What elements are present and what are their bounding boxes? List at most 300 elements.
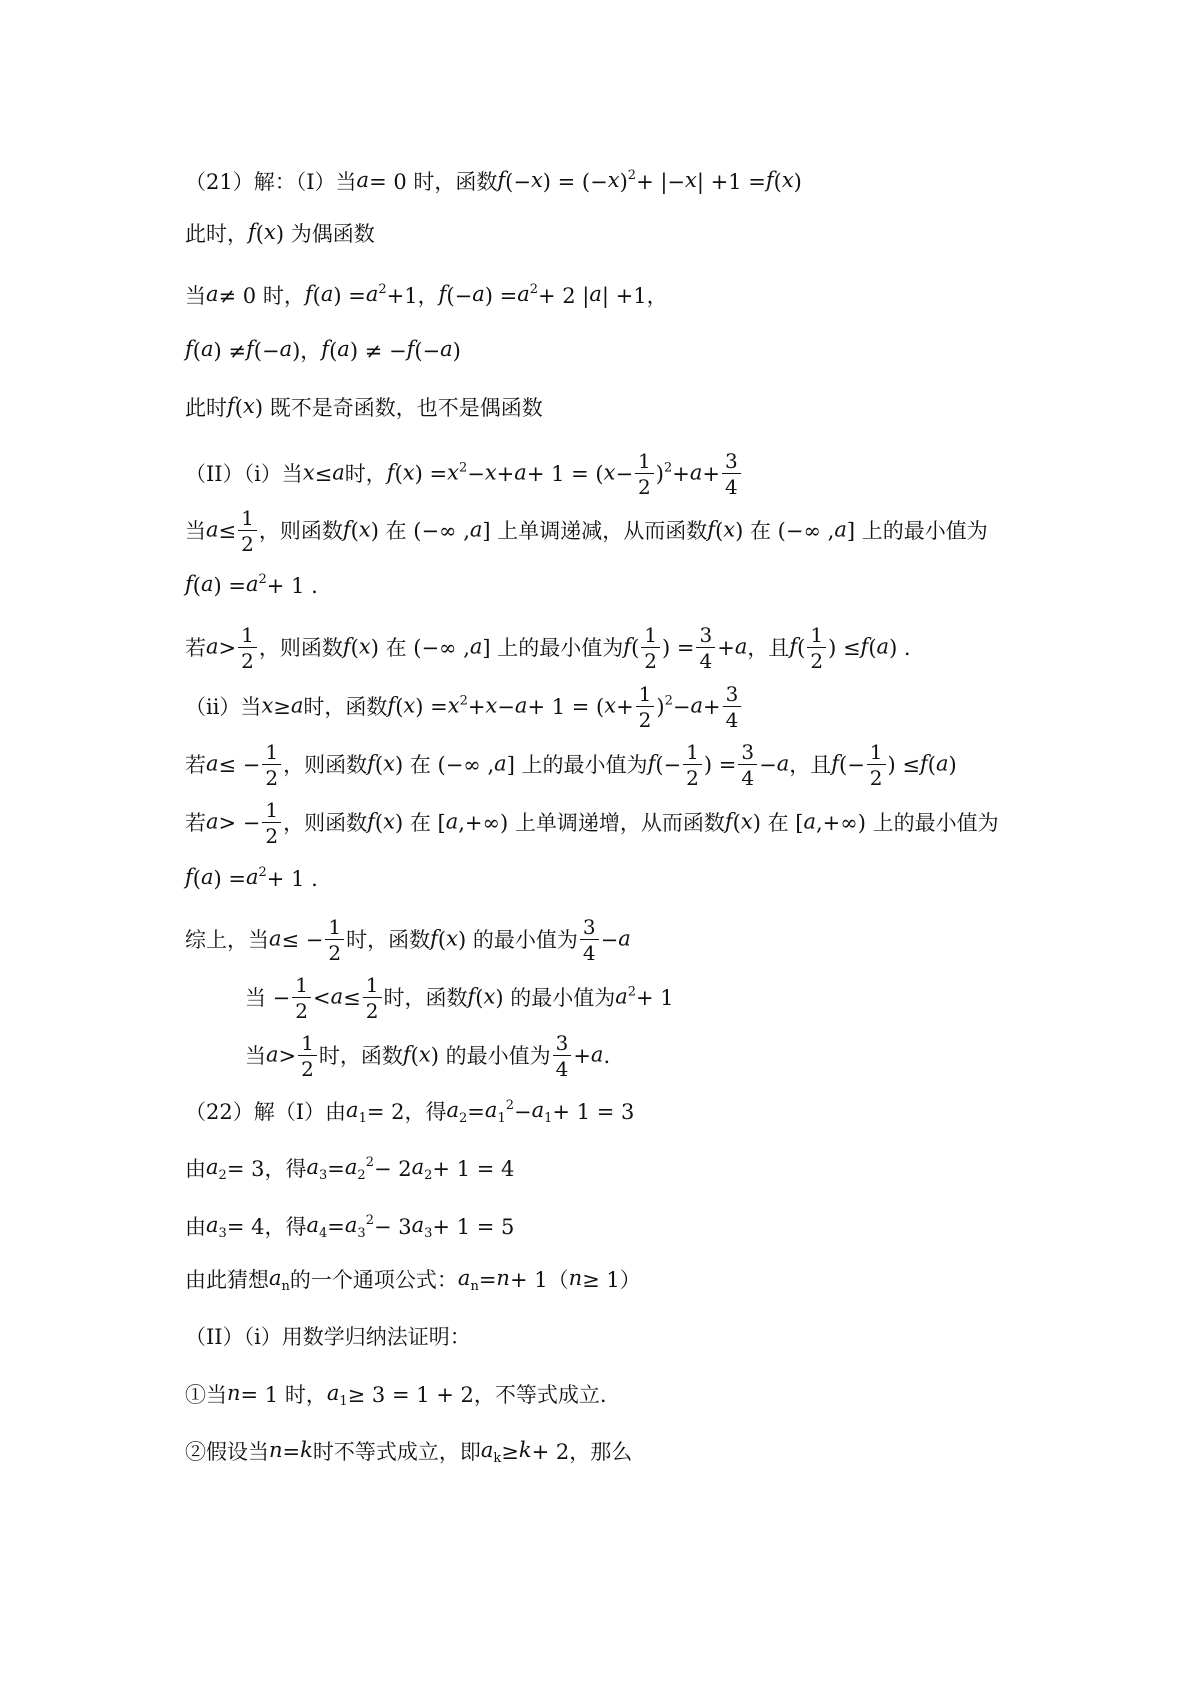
- text-run: (: [797, 636, 806, 660]
- fraction-denominator: 4: [741, 766, 755, 790]
- text-run: +1，: [386, 283, 439, 308]
- fraction-numerator: 3: [738, 742, 757, 765]
- text-run: ): [619, 169, 628, 194]
- text-run: ，则函数: [283, 753, 368, 777]
- text-run: (: [715, 519, 724, 543]
- math-variable: a: [332, 460, 345, 485]
- text-run: =: [478, 1267, 497, 1292]
- text-run: (: [868, 636, 877, 660]
- text-run: = 4，得: [226, 1214, 307, 1239]
- text-run: ) 在 [: [752, 811, 804, 835]
- text-run: (−: [446, 283, 473, 308]
- fraction-denominator: 2: [241, 649, 254, 673]
- text-run: 由: [185, 1156, 206, 1181]
- math-variable: a: [306, 1155, 319, 1179]
- text-run: ) 在 (−∞ ,: [370, 636, 470, 660]
- subscript: 1: [544, 1111, 553, 1127]
- text-run: + 1 .: [266, 866, 318, 891]
- text-run: 当: [245, 1044, 266, 1068]
- text-run: + |−: [636, 169, 686, 194]
- text-line: [185, 1150, 514, 1189]
- math-variable: f: [185, 337, 193, 361]
- text-run: + 1（: [509, 1267, 569, 1292]
- math-variable: a: [206, 1155, 219, 1179]
- math-variable: a: [266, 1042, 279, 1067]
- math-variable: a: [326, 1381, 340, 1405]
- math-variable: f: [367, 751, 375, 776]
- math-variable: f: [623, 634, 632, 659]
- text-run: <: [313, 986, 331, 1010]
- text-run: ) 在 (−∞ ,: [370, 519, 470, 543]
- text-run: ≤ −: [218, 753, 261, 777]
- text-line: [185, 277, 668, 309]
- math-variable: a: [411, 1155, 425, 1179]
- text-run: (: [329, 338, 338, 363]
- math-variable: f: [342, 634, 351, 659]
- fraction: [262, 742, 281, 788]
- text-run: 时，函数: [383, 986, 468, 1010]
- text-run: ) =: [213, 866, 246, 891]
- math-variable: f: [467, 984, 476, 1009]
- subscript: n: [470, 1279, 479, 1295]
- math-variable: a: [320, 282, 334, 306]
- math-variable: f: [430, 926, 438, 951]
- text-run: 当 −: [245, 986, 291, 1010]
- math-variable: f: [367, 809, 375, 834]
- math-variable: f: [227, 394, 235, 418]
- math-variable: a: [245, 572, 259, 596]
- fraction-denominator: 2: [241, 532, 254, 556]
- text-run: ] 上单调递减，从而函数: [482, 519, 708, 543]
- text-run: （21）解：（I）当: [185, 169, 357, 194]
- fraction: [722, 451, 741, 497]
- text-run: 由此猜想: [185, 1267, 269, 1292]
- fraction-denominator: 2: [638, 475, 651, 499]
- text-run: 时，函数: [346, 928, 431, 952]
- text-run: (: [395, 695, 404, 719]
- text-run: +: [496, 462, 515, 486]
- text-run: >: [278, 1044, 297, 1068]
- text-run: ) 在 (−∞ ,: [394, 753, 495, 777]
- text-run: + 1 = 4: [432, 1156, 515, 1181]
- text-run: −: [672, 695, 691, 719]
- text-run: + 1 = (: [526, 462, 604, 486]
- text-run: ): [948, 753, 957, 777]
- text-run: ) =: [333, 283, 366, 308]
- text-run: 时，函数: [318, 1044, 403, 1068]
- text-run: + 1 = 5: [432, 1214, 515, 1239]
- math-variable: x: [484, 460, 497, 485]
- math-variable: f: [386, 460, 395, 485]
- math-variable: x: [402, 460, 415, 485]
- text-run: =: [282, 1439, 301, 1464]
- text-run: =: [327, 1214, 345, 1239]
- fraction-numerator: 1: [867, 742, 886, 765]
- text-run: ，则函数: [258, 636, 343, 660]
- fraction: [325, 917, 344, 963]
- math-variable: a: [245, 865, 259, 889]
- fraction-numerator: 1: [238, 508, 257, 531]
- math-variable: a: [445, 809, 459, 834]
- fraction-denominator: 4: [725, 708, 739, 732]
- text-run: ) ≠: [213, 338, 246, 363]
- math-variable: f: [707, 517, 716, 542]
- math-variable: a: [514, 460, 527, 485]
- text-run: (: [255, 221, 264, 246]
- fraction-denominator: 2: [265, 824, 279, 848]
- text-run: (: [773, 169, 782, 194]
- math-variable: x: [604, 693, 617, 718]
- subscript: 3: [424, 1226, 433, 1242]
- text-run: ,+∞) 上的最小值为: [816, 811, 999, 835]
- subscript: 2: [459, 1111, 468, 1127]
- fraction: [738, 742, 757, 788]
- text-run: (−: [253, 338, 280, 363]
- fraction-numerator: 1: [636, 684, 655, 707]
- text-run: ] 上的最小值为: [482, 636, 624, 660]
- text-run: 综上，当: [185, 928, 269, 952]
- fraction: [298, 1033, 317, 1079]
- math-variable: a: [589, 282, 602, 306]
- fraction-denominator: 2: [869, 766, 883, 790]
- math-variable: f: [724, 809, 733, 834]
- fraction: [807, 625, 826, 671]
- text-run: .: [603, 1044, 611, 1068]
- text-run: ,+∞) 上单调递增，从而函数: [458, 811, 725, 835]
- math-variable: a: [472, 282, 485, 306]
- text-run: (: [374, 811, 384, 835]
- math-variable: a: [206, 809, 219, 834]
- math-variable: x: [485, 693, 498, 718]
- text-run: 当: [185, 519, 206, 543]
- text-run: − 2: [373, 1156, 412, 1181]
- math-variable: x: [603, 460, 616, 485]
- text-run: +: [616, 695, 634, 719]
- math-variable: a: [480, 1438, 494, 1462]
- text-run: ②假设当: [185, 1439, 269, 1464]
- math-variable: x: [685, 168, 697, 192]
- fraction-denominator: 2: [301, 1057, 314, 1081]
- text-line: [185, 1208, 514, 1247]
- math-variable: a: [346, 1098, 359, 1122]
- math-variable: f: [185, 572, 193, 596]
- text-run: ) =: [414, 462, 448, 486]
- text-line: [245, 1033, 610, 1079]
- text-run: (−: [505, 169, 531, 194]
- text-run: ≤: [314, 462, 333, 486]
- text-run: > −: [218, 811, 261, 835]
- text-run: ≤ −: [281, 928, 324, 952]
- text-run: (: [732, 811, 741, 835]
- math-variable: a: [876, 634, 890, 659]
- fraction-numerator: 3: [722, 451, 741, 474]
- math-variable: n: [269, 1438, 283, 1462]
- math-variable: f: [920, 751, 928, 776]
- fraction-denominator: 2: [295, 999, 309, 1023]
- math-variable: a: [517, 282, 530, 306]
- text-run: + 1: [636, 986, 674, 1010]
- text-run: −: [467, 462, 485, 486]
- text-run: +: [717, 636, 735, 660]
- subscript: 1: [358, 1111, 367, 1127]
- text-line: [185, 625, 911, 671]
- text-run: ≤: [343, 986, 361, 1010]
- math-variable: a: [514, 693, 528, 718]
- text-run: +: [702, 462, 721, 486]
- text-line: [185, 508, 988, 554]
- text-line: [245, 975, 674, 1021]
- superscript: 2: [505, 1098, 514, 1113]
- text-line: [185, 393, 543, 421]
- math-variable: a: [269, 1266, 282, 1290]
- text-run: | +1，: [601, 283, 668, 308]
- math-variable: x: [723, 517, 736, 542]
- text-run: ≥: [273, 695, 291, 719]
- text-run: ) .: [889, 636, 911, 660]
- fraction-numerator: 1: [635, 451, 654, 474]
- text-run: 若: [185, 753, 206, 777]
- superscript: 2: [627, 984, 637, 1000]
- subscript: 2: [424, 1168, 433, 1184]
- text-run: ) 既不是奇函数，也不是偶函数: [254, 395, 543, 420]
- math-variable: a: [200, 337, 214, 361]
- text-run: ) 在 (−∞ ,: [735, 519, 835, 543]
- math-variable: a: [356, 168, 370, 192]
- text-run: (: [350, 519, 359, 543]
- text-line: [185, 451, 743, 497]
- text-run: （22）解（I）由: [185, 1099, 347, 1124]
- math-variable: a: [734, 634, 748, 659]
- math-variable: a: [689, 460, 703, 485]
- text-run: ] 上的最小值为: [846, 519, 988, 543]
- text-run: (: [394, 462, 403, 486]
- subscript: 2: [218, 1168, 227, 1184]
- math-variable: a: [269, 926, 282, 951]
- text-run: ) =: [484, 283, 518, 308]
- fraction-denominator: 4: [555, 1057, 569, 1081]
- text-line: [185, 219, 375, 247]
- math-variable: x: [418, 1042, 431, 1067]
- text-run: +: [573, 1044, 591, 1068]
- text-run: | +1 =: [696, 169, 766, 194]
- math-variable: n: [227, 1381, 241, 1405]
- text-run: ): [656, 695, 665, 719]
- math-variable: f: [860, 634, 869, 659]
- text-run: = 0 时，函数: [369, 169, 498, 194]
- math-variable: f: [765, 168, 774, 192]
- math-variable: x: [261, 693, 274, 718]
- text-line: [185, 1322, 471, 1350]
- math-variable: x: [383, 751, 395, 776]
- text-run: ，则函数: [283, 811, 368, 835]
- fraction: [867, 742, 886, 788]
- math-variable: a: [469, 517, 483, 542]
- math-variable: a: [935, 751, 949, 776]
- text-run: (: [350, 636, 359, 660]
- math-variable: x: [740, 809, 753, 834]
- superscript: 2: [378, 282, 387, 297]
- text-line: [185, 1437, 632, 1472]
- text-run: ): [452, 338, 461, 363]
- math-variable: f: [387, 693, 396, 718]
- text-run: +: [703, 695, 721, 719]
- text-run: −: [615, 462, 634, 486]
- text-run: 时，: [344, 462, 387, 486]
- math-variable: f: [497, 168, 506, 192]
- text-run: (: [192, 338, 201, 363]
- text-line: [185, 1380, 607, 1415]
- math-variable: a: [776, 751, 790, 776]
- math-variable: a: [690, 693, 704, 718]
- text-run: (−: [414, 338, 441, 363]
- text-run: − 3: [373, 1214, 412, 1239]
- text-run: ) ≤: [887, 753, 920, 777]
- fraction: [580, 917, 599, 963]
- text-run: = 2，得: [366, 1099, 447, 1124]
- superscript: 2: [258, 572, 267, 587]
- text-run: ，则函数: [258, 519, 343, 543]
- text-run: 若: [185, 811, 206, 835]
- text-run: + 2 |: [538, 283, 590, 308]
- fraction-numerator: 1: [641, 625, 660, 648]
- text-run: （II）（i）当: [185, 462, 303, 486]
- subscript: 4: [318, 1226, 328, 1242]
- subscript: 3: [218, 1226, 227, 1242]
- math-variable: a: [344, 1213, 358, 1237]
- text-run: (: [410, 1044, 419, 1068]
- text-run: (: [475, 986, 484, 1010]
- text-line: [185, 800, 999, 846]
- superscript: 2: [627, 168, 637, 183]
- math-variable: a: [446, 1098, 460, 1122]
- text-run: + 1 .: [266, 573, 318, 598]
- text-run: (−: [839, 753, 865, 777]
- fraction-denominator: 4: [582, 941, 596, 965]
- text-line: [185, 860, 318, 892]
- text-run: ): [793, 169, 802, 194]
- text-run: (: [192, 866, 201, 891]
- fraction-numerator: 1: [238, 625, 257, 648]
- text-run: (−: [655, 753, 682, 777]
- math-variable: f: [402, 1042, 411, 1067]
- fraction: [262, 800, 281, 846]
- math-variable: a: [365, 282, 379, 306]
- math-variable: n: [568, 1266, 583, 1290]
- text-run: ≥ 3 = 1 + 2，不等式成立.: [347, 1382, 607, 1407]
- text-run: −: [600, 928, 619, 952]
- text-run: 由: [185, 1214, 206, 1239]
- subscript: 3: [357, 1226, 366, 1242]
- math-variable: a: [200, 572, 214, 596]
- fraction-denominator: 2: [686, 766, 699, 790]
- subscript: n: [281, 1279, 290, 1295]
- math-variable: x: [483, 984, 496, 1009]
- text-run: ≤: [218, 519, 237, 543]
- text-run: 的一个通项公式：: [289, 1267, 458, 1292]
- text-run: =: [467, 1099, 485, 1124]
- math-variable: a: [206, 634, 219, 659]
- text-run: ) =: [703, 753, 737, 777]
- fraction: [683, 742, 702, 788]
- math-variable: a: [290, 693, 304, 718]
- text-run: ) 为偶函数: [275, 221, 375, 246]
- text-run: ≥: [501, 1439, 519, 1464]
- math-variable: a: [484, 1098, 498, 1122]
- text-line: [185, 163, 802, 195]
- math-variable: x: [781, 168, 794, 192]
- math-variable: x: [358, 634, 371, 659]
- superscript: 2: [663, 460, 673, 476]
- text-run: + 1 = (: [527, 695, 605, 719]
- text-run: ] 上的最小值为: [506, 753, 648, 777]
- math-variable: a: [469, 634, 483, 659]
- text-line: [185, 1265, 641, 1300]
- text-run: ) 在 [: [394, 811, 446, 835]
- math-variable: f: [831, 751, 839, 776]
- fraction: [636, 684, 655, 730]
- math-variable: a: [590, 1042, 604, 1067]
- math-variable: f: [789, 634, 798, 659]
- math-variable: x: [358, 517, 371, 542]
- text-run: ) 的最小值为: [457, 928, 578, 952]
- math-variable: a: [344, 1155, 358, 1179]
- superscript: 2: [664, 693, 673, 709]
- fraction: [635, 451, 654, 497]
- text-run: )，: [292, 338, 322, 363]
- math-variable: x: [242, 394, 255, 418]
- math-variable: a: [279, 337, 293, 361]
- math-variable: a: [457, 1266, 471, 1290]
- text-run: (: [234, 395, 243, 420]
- text-run: ) =: [662, 636, 695, 660]
- math-variable: k: [300, 1438, 313, 1462]
- text-run: (: [927, 753, 936, 777]
- math-variable: x: [263, 220, 276, 244]
- math-variable: x: [447, 693, 460, 718]
- superscript: 2: [458, 460, 468, 476]
- fraction-numerator: 1: [262, 800, 281, 823]
- math-variable: a: [206, 1213, 219, 1237]
- text-run: = 1 时，: [240, 1382, 327, 1407]
- text-run: (: [312, 283, 321, 308]
- math-variable: f: [647, 751, 656, 776]
- subscript: 2: [357, 1168, 366, 1184]
- fraction-numerator: 1: [363, 975, 382, 998]
- fraction-numerator: 1: [262, 742, 281, 765]
- text-run: (: [374, 753, 384, 777]
- text-run: ①当: [185, 1382, 227, 1407]
- math-variable: a: [494, 751, 507, 776]
- text-run: 此时，: [185, 221, 248, 246]
- fraction-numerator: 3: [553, 1033, 572, 1056]
- math-variable: a: [615, 984, 628, 1009]
- math-variable: k: [518, 1438, 532, 1462]
- fraction-denominator: 2: [265, 766, 279, 790]
- math-variable: x: [302, 460, 315, 485]
- fraction-numerator: 3: [696, 625, 715, 648]
- text-run: ≥ 1）: [582, 1267, 641, 1292]
- math-variable: f: [245, 337, 254, 361]
- text-run: ) ≤: [828, 636, 861, 660]
- fraction-denominator: 4: [725, 475, 738, 499]
- math-variable: a: [200, 865, 214, 889]
- fraction-numerator: 1: [683, 742, 702, 765]
- text-run: +: [672, 462, 690, 486]
- superscript: 2: [365, 1155, 374, 1170]
- math-variable: a: [618, 926, 631, 951]
- fraction: [641, 625, 660, 671]
- text-run: −: [759, 753, 777, 777]
